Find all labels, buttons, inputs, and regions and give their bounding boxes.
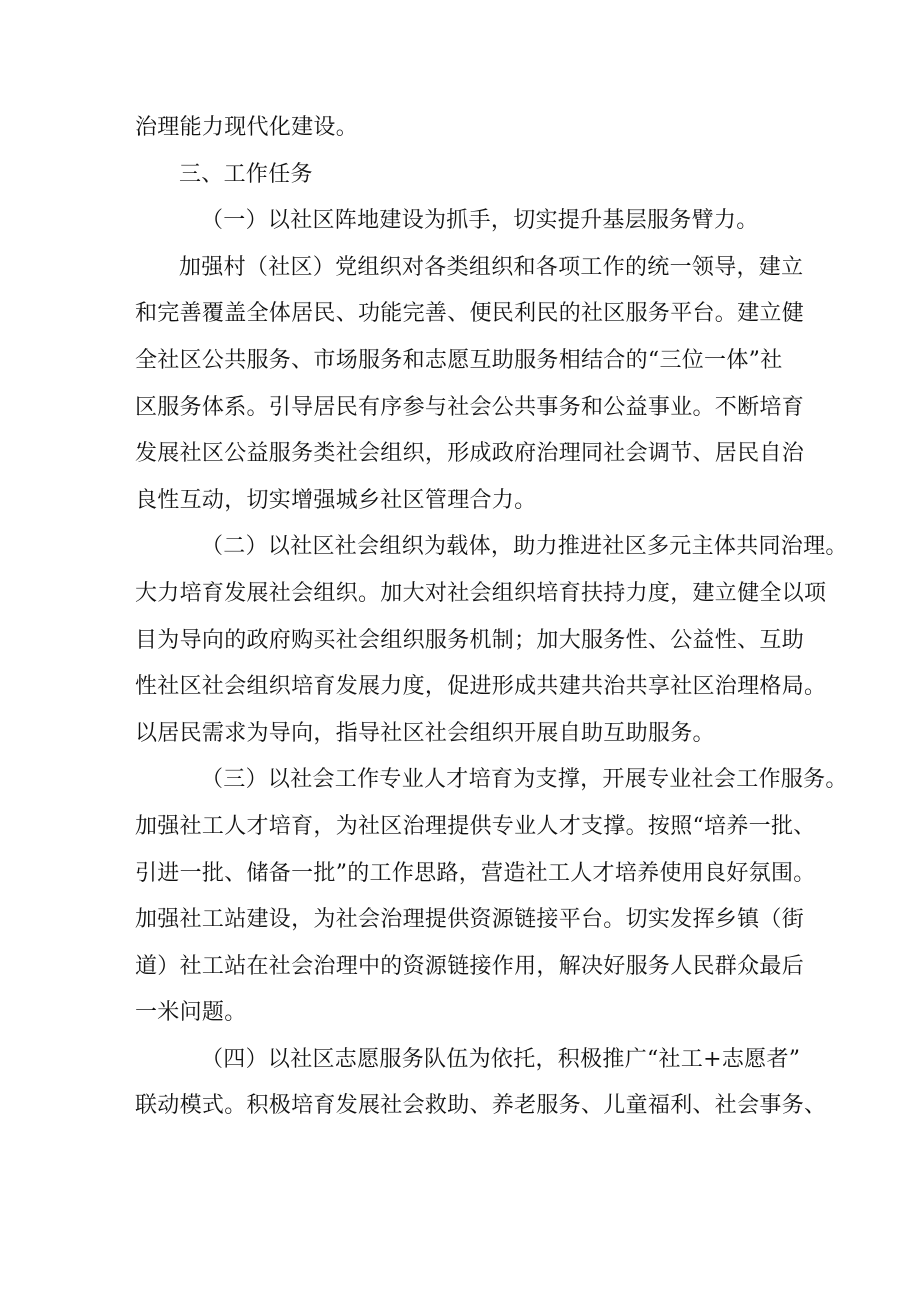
text-line: 加强社工站建设，为社会治理提供资源链接平台。切实发挥乡镇（街	[135, 907, 805, 933]
text-line: 全社区公共服务、市场服务和志愿互助服务相结合的“三位一体”社	[135, 347, 783, 373]
text-line: 加强村（社区）党组织对各类组织和各项工作的统一领导，建立	[179, 254, 804, 280]
text-line: 联动模式。积极培育发展社会救助、养老服务、儿童福利、社会事务、	[135, 1093, 827, 1119]
subsection-heading: （四）以社区志愿服务队伍为依托，积极推广“社工+志愿者”	[201, 1046, 801, 1072]
subsection-heading: （二）以社区社会组织为载体，助力推进社区多元主体共同治理。	[201, 534, 848, 560]
text-line: 和完善覆盖全体居民、功能完善、便民利民的社区服务平台。建立健	[135, 301, 805, 327]
text-line: 性社区社会组织培育发展力度，促进形成共建共治共享社区治理格局。	[135, 674, 827, 700]
text-line: 道）社工站在社会治理中的资源链接作用，解决好服务人民群众最后	[135, 953, 805, 979]
text-line: 大力培育发展社会组织。加大对社会组织培育扶持力度，建立健全以项	[135, 580, 827, 606]
text-line: 良性互动，切实增强城乡社区管理合力。	[135, 487, 537, 513]
document-body	[135, 105, 848, 1130]
text-line: 引进一批、储备一批”的工作思路，营造社工人才培养使用良好氛围。	[135, 860, 816, 886]
text-line: 发展社区公益服务类社会组织，形成政府治理同社会调节、居民自治	[135, 441, 805, 467]
subsection-heading: （一）以社区阵地建设为抓手，切实提升基层服务臂力。	[201, 208, 759, 234]
text-line: 加强社工人才培育，为社区治理提供专业人才支撑。按照“培养一批、	[135, 813, 816, 839]
text-line: 一米问题。	[135, 1000, 247, 1026]
section-heading: 三、工作任务	[179, 161, 313, 187]
subsection-heading: （三）以社会工作专业人才培育为支撑，开展专业社会工作服务。	[201, 767, 848, 793]
text-line: 治理能力现代化建设。	[135, 115, 359, 140]
text-line: 以居民需求为导向，指导社区社会组织开展自助互助服务。	[135, 720, 715, 746]
text-line: 目为导向的政府购买社会组织服务机制；加大服务性、公益性、互助	[135, 627, 805, 653]
text-line: 区服务体系。引导居民有序参与社会公共事务和公益事业。不断培育	[135, 394, 805, 420]
